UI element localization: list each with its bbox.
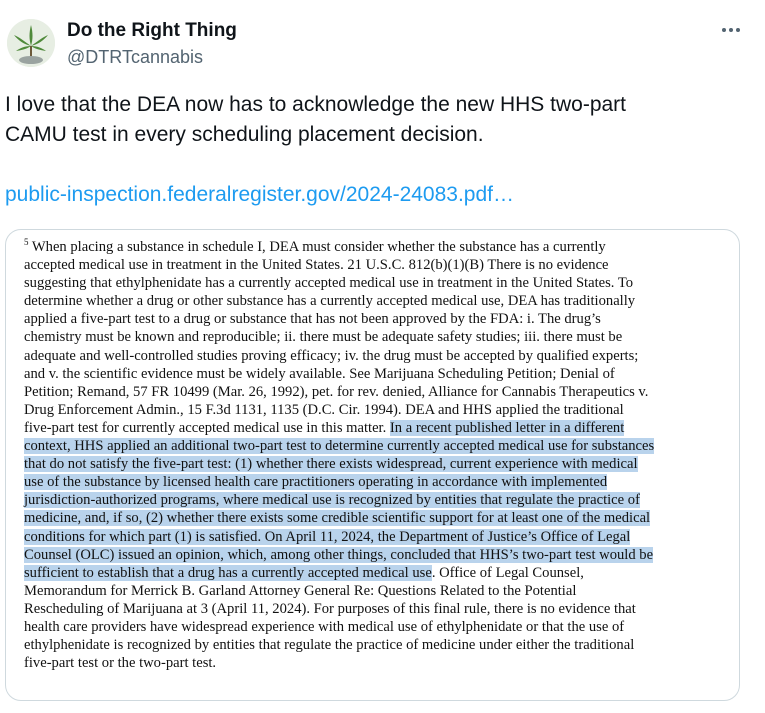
document-line <box>24 509 729 527</box>
highlighted-text: context, HHS applied an additional two-part test to determine currently accepted medical use for substances <box>24 438 655 455</box>
document-line <box>24 292 729 310</box>
document-text: Drug Enforcement Admin., 15 F.3d 1131, 1135 (D.C. Cir. 1994). DEA and HHS applied the traditional <box>24 401 624 418</box>
document-text: five-part test for currently accepted medical use in this matter. <box>24 419 390 436</box>
document-line <box>24 401 729 419</box>
author-name[interactable]: Do the Right Thing <box>67 20 237 41</box>
highlighted-text: jurisdiction-authorized programs, where medical use is recognized by entities that regulate the practice of <box>24 492 640 509</box>
cannabis-leaf-avatar-icon <box>7 19 55 67</box>
document-text: ethylphenidate is recognized by entities that regulate the practice of medicine under either the traditional <box>24 637 635 654</box>
document-line <box>24 365 729 383</box>
profile-avatar[interactable] <box>7 19 55 67</box>
footnote-number: 5 <box>24 237 29 248</box>
document-text: chemistry must be known and reproducible; ii. there must be adequate safety studies; iii. there must be <box>24 329 623 346</box>
document-line <box>24 564 729 582</box>
highlighted-text: that do not satisfy the five-part test: (1) whether there exists widespread, current experience with medical <box>24 456 638 473</box>
document-line <box>24 600 729 618</box>
document-text: suggesting that ethylphenidate has a currently accepted medical use in treatment in the United States. To <box>24 275 634 292</box>
document-line <box>24 582 729 600</box>
document-line <box>24 654 729 672</box>
document-text: Memorandum for Merrick B. Garland Attorney General Re: Questions Related to the Potential <box>24 582 577 599</box>
document-line <box>24 528 729 546</box>
document-line <box>24 347 729 365</box>
document-line <box>24 636 729 654</box>
highlighted-text: sufficient to establish that a drug has a currently accepted medical use <box>24 564 432 581</box>
author-handle[interactable]: @DTRTcannabis <box>67 47 203 67</box>
document-line <box>24 256 729 274</box>
document-line <box>24 491 729 509</box>
document-line <box>24 419 729 437</box>
tweet-line-1: I love that the DEA now has to acknowledge the new HHS two-part <box>5 93 627 116</box>
document-text: . Office of Legal Counsel, <box>431 564 584 581</box>
tweet-line-2: CAMU test in every scheduling placement decision. <box>5 123 484 146</box>
highlighted-text: Counsel (OLC) issued an opinion, which, among other things, concluded that HHS’s two-part test would be <box>24 546 654 563</box>
document-line <box>24 455 729 473</box>
document-line <box>24 238 729 256</box>
document-text: health care providers have widespread experience with medical use of ethylphenidate or that the use of <box>24 618 625 635</box>
document-text: five-part test or the two-part test. <box>24 655 217 672</box>
highlighted-text: In a recent published letter in a different <box>389 419 625 436</box>
attached-image-card[interactable] <box>5 229 740 701</box>
tweet-text <box>5 90 755 150</box>
highlighted-text: use of the substance by licensed health care practitioners operating in accordance with implemented <box>24 474 608 491</box>
document-text: and v. the scientific evidence must be widely available. See Marijuana Scheduling Petition; Denial of <box>24 365 615 382</box>
document-line <box>24 437 729 455</box>
document-text: accepted medical use in treatment in the United States. 21 U.S.C. 812(b)(1)(B) There is no evidence <box>24 257 609 274</box>
more-dots-icon <box>719 20 743 40</box>
document-text: applied a five-part test to a drug or substance that has not been approved by the FDA: i. The drug’s <box>24 311 601 328</box>
document-line <box>24 546 729 564</box>
document-excerpt <box>24 238 729 672</box>
document-line <box>24 618 729 636</box>
document-text: When placing a substance in schedule I, DEA must consider whether the substance has a currently <box>28 239 606 255</box>
highlighted-text: medicine, and, if so, (2) whether there exists some credible scientific support for at least one of the medical <box>24 510 651 527</box>
document-text: Rescheduling of Marijuana at 3 (April 11, 2024). For purposes of this final rule, there is no evidence that <box>24 600 636 617</box>
document-line <box>24 383 729 401</box>
document-text: Petition; Remand, 57 FR 10499 (Mar. 26, 1992), pet. for rev. denied, Alliance for Cannabis Therapeutics v. <box>24 383 649 400</box>
document-line <box>24 274 729 292</box>
document-text: adequate and well-controlled studies proving efficacy; iv. the drug must be accepted by qualified experts; <box>24 347 639 364</box>
document-text: determine whether a drug or other substance has a currently accepted medical use, DEA has traditionally <box>24 293 636 310</box>
document-line <box>24 310 729 328</box>
highlighted-text: conditions for which part (1) is satisfied. On April 11, 2024, the Department of Justice’s Office of Legal <box>24 528 631 545</box>
document-line <box>24 328 729 346</box>
more-options-icon[interactable] <box>719 20 743 40</box>
document-line <box>24 473 729 491</box>
tweet-link[interactable]: public-inspection.federalregister.gov/2024-24083.pdf… <box>5 183 514 206</box>
